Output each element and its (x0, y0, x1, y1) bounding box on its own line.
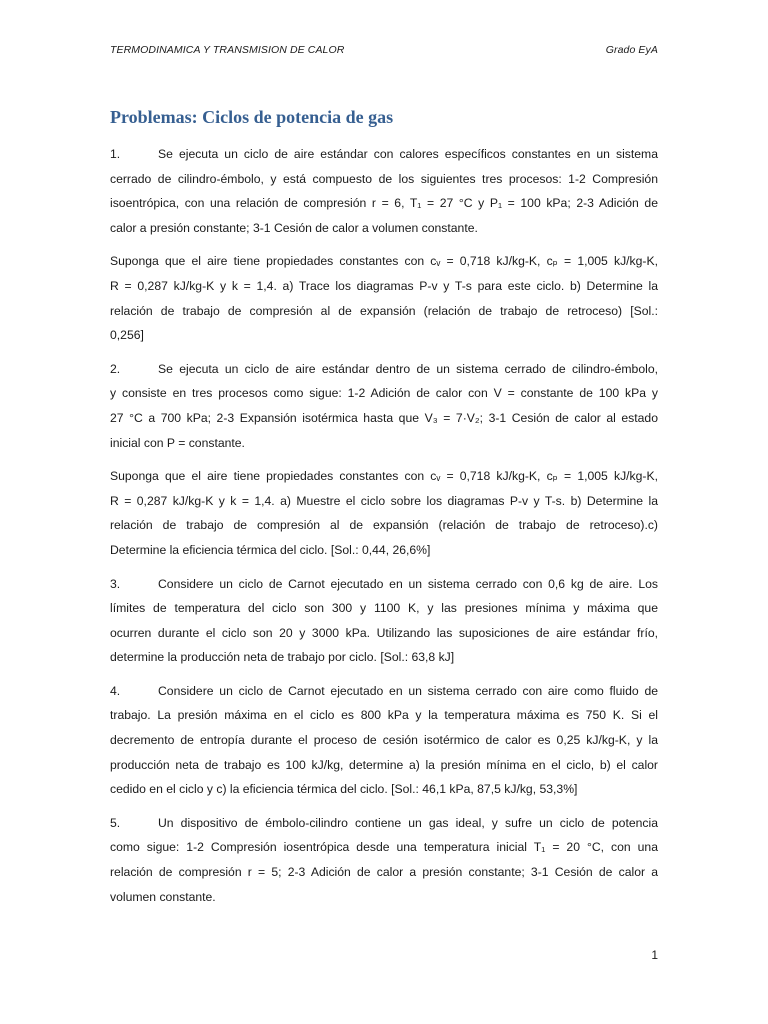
paragraph-line (110, 885, 658, 910)
problem-paragraph (110, 811, 658, 909)
paragraph-line (110, 596, 658, 621)
paragraph-line (110, 274, 658, 299)
line-text: Determine la eficiencia térmica del ciclo. [Sol.: 0,44, 26,6%] (110, 542, 431, 557)
page-number: 1 (651, 948, 658, 962)
paragraph-line (110, 777, 658, 802)
problem-paragraph (110, 142, 658, 240)
line-text: relación de trabajo de compresión al de expansión (relación de trabajo de retroceso).c) (110, 518, 658, 533)
line-text: Se ejecuta un ciclo de aire estándar con calores específicos constantes en un sistema (158, 147, 658, 161)
paragraph-line (110, 249, 658, 274)
problem-number: 1. (110, 147, 121, 161)
section-title: Problemas: Ciclos de potencia de gas (110, 107, 394, 127)
line-text: relación de trabajo de compresión al de expansión (relación de trabajo de retroceso) [Sol.: (110, 303, 658, 318)
line-text: Un dispositivo de émbolo-cilindro contiene un gas ideal, y sufre un ciclo de potencia (158, 815, 658, 830)
line-text: determine la producción neta de trabajo por ciclo. [Sol.: 63,8 kJ] (110, 650, 455, 665)
line-text: ocurren durante el ciclo son 20 y 3000 kPa. Utilizando las suposiciones de aire estándar frío, (110, 625, 658, 640)
problem-continuation-paragraph (110, 249, 658, 347)
paragraph-line (110, 572, 658, 597)
header-course-title: TERMODINAMICA Y TRANSMISION DE CALOR (110, 44, 345, 56)
line-text: relación de compresión r = 5; 2-3 Adición de calor a presión constante; 3-1 Cesión de calor a (110, 865, 658, 880)
line-text: cerrado de cilindro-émbolo, y está compuesto de los siguientes tres procesos: 1-2 Compresión (110, 171, 658, 186)
line-text: calor a presión constante; 3-1 Cesión de calor a volumen constante. (110, 220, 478, 235)
problem-paragraph (110, 357, 658, 455)
paragraph-line (110, 753, 658, 778)
line-text: Se ejecuta un ciclo de aire estándar dentro de un sistema cerrado de cilindro-émbolo, (158, 361, 658, 376)
problem-number: 4. (110, 683, 121, 698)
line-text: producción neta de trabajo es 100 kJ/kg, determine a) la presión mínima en el ciclo, b) el calor (110, 757, 658, 772)
paragraph-line (110, 216, 658, 241)
problem-number: 3. (110, 576, 121, 591)
problem-continuation-paragraph (110, 464, 658, 562)
line-text: límites de temperatura del ciclo son 300 y 1100 K, y las presiones mínima y máxima que (110, 601, 658, 616)
line-text: inicial con P = constante. (110, 435, 245, 450)
paragraph-line (110, 431, 658, 456)
header-degree: Grado EyA (605, 44, 658, 56)
paragraph-line (110, 489, 658, 514)
problems-body (110, 142, 658, 918)
paragraph-line (110, 464, 658, 489)
line-text: y consiste en tres procesos como sigue: 1-2 Adición de calor con V = constante de 100 kPa y (110, 386, 658, 401)
problem-paragraph (110, 679, 658, 802)
line-text: Considere un ciclo de Carnot ejecutado en un sistema cerrado con 0,6 kg de aire. Los (158, 576, 658, 591)
paragraph-line (110, 513, 658, 538)
paragraph-line (110, 191, 658, 216)
line-text: R = 0,287 kJ/kg-K y k = 1,4. a) Muestre el ciclo sobre los diagramas P-v y T-s. b) Determine la (110, 493, 658, 508)
paragraph-line (110, 645, 658, 670)
line-text: 0,256] (110, 328, 144, 343)
line-text: Suponga que el aire tiene propiedades constantes con cᵥ = 0,718 kJ/kg-K, cₚ = 1,005 kJ/kg-K, (110, 254, 658, 269)
paragraph-line (110, 703, 658, 728)
paragraph-line (110, 142, 658, 167)
line-text: decremento de entropía durante el proceso de cesión isotérmico de calor es 0,25 kJ/kg-K, y la (110, 733, 658, 748)
line-text: cedido en el ciclo y c) la eficiencia térmica del ciclo. [Sol.: 46,1 kPa, 87,5 kJ/kg, 53,3%] (110, 782, 578, 797)
paragraph-line (110, 728, 658, 753)
paragraph-line (110, 299, 658, 324)
line-text: volumen constante. (110, 889, 216, 904)
paragraph-line (110, 621, 658, 646)
paragraph-line (110, 167, 658, 192)
line-text: Considere un ciclo de Carnot ejecutado en un sistema cerrado con aire como fluido de (158, 683, 658, 698)
paragraph-line (110, 381, 658, 406)
paragraph-line (110, 357, 658, 382)
line-text: Suponga que el aire tiene propiedades constantes con cᵥ = 0,718 kJ/kg-K, cₚ = 1,005 kJ/kg-K, (110, 469, 658, 484)
problem-number: 5. (110, 815, 121, 830)
paragraph-line (110, 811, 658, 836)
line-text: como sigue: 1-2 Compresión iosentrópica desde una temperatura inicial T₁ = 20 °C, con una (110, 840, 658, 855)
paragraph-line (110, 860, 658, 885)
problem-paragraph (110, 572, 658, 670)
line-text: isoentrópica, con una relación de compresión r = 6, T₁ = 27 °C y P₁ = 100 kPa; 2-3 Adición de (110, 196, 658, 211)
problem-number: 2. (110, 361, 121, 376)
paragraph-line (110, 679, 658, 704)
paragraph-line (110, 406, 658, 431)
line-text: R = 0,287 kJ/kg-K y k = 1,4. a) Trace los diagramas P-v y T-s para este ciclo. b) Determine la (110, 278, 658, 293)
paragraph-line (110, 538, 658, 563)
line-text: 27 °C a 700 kPa; 2-3 Expansión isotérmica hasta que V₃ = 7·V₂; 3-1 Cesión de calor al estado (110, 410, 658, 425)
paragraph-line (110, 323, 658, 348)
paragraph-line (110, 835, 658, 860)
line-text: trabajo. La presión máxima en el ciclo es 800 kPa y la temperatura máxima es 750 K. Si el (110, 708, 658, 723)
